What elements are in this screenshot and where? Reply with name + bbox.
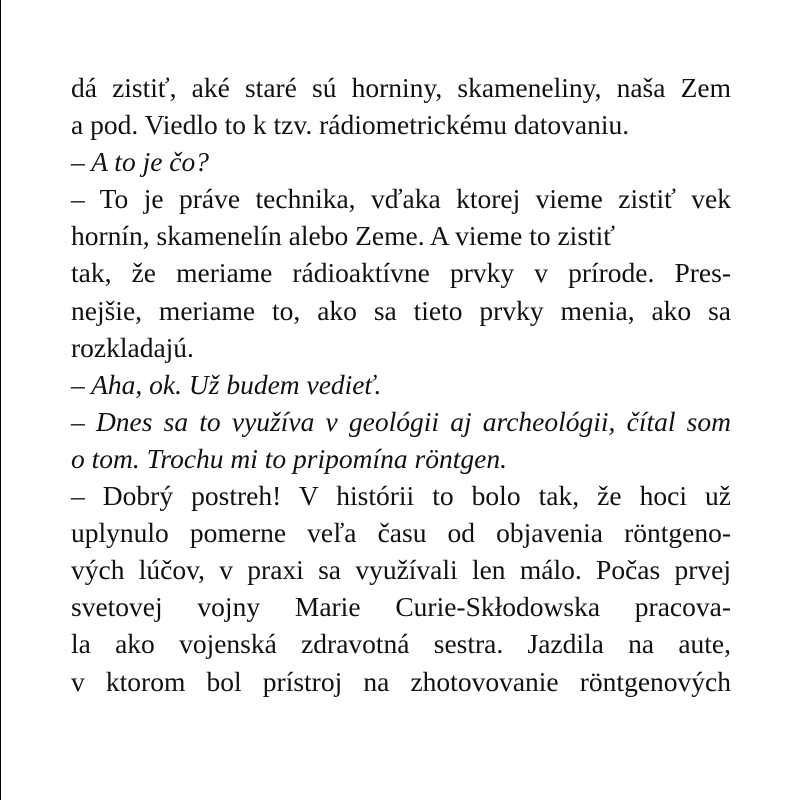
text-line: v ktorom bol prístroj na zhotovovanie röntgenových bbox=[71, 665, 731, 697]
text-line: la ako vojenská zdravotná sestra. Jazdila na aute, bbox=[71, 628, 731, 660]
dialogue-line-italic: o tom. Trochu mi to pripomína röntgen. bbox=[71, 442, 507, 474]
text-line: – Dobrý postreh! V histórii to bolo tak, že hoci už bbox=[71, 480, 731, 512]
text-line: – To je práve technika, vďaka ktorej vieme zistiť vek bbox=[71, 183, 731, 215]
dialogue-line-italic: – Dnes sa to využíva v geológii aj archeológii, čítal som bbox=[71, 405, 731, 437]
text-line: uplynulo pomerne veľa času od objavenia röntgeno- bbox=[71, 517, 731, 549]
text-line: tak, že meriame rádioaktívne prvky v prírode. Pres- bbox=[71, 257, 731, 289]
text-line: rozkladajú. bbox=[71, 331, 194, 363]
text-line: dá zistiť, aké staré sú horniny, skameneliny, naša Zem bbox=[71, 72, 731, 103]
dialogue-line-italic: – A to je čo? bbox=[71, 146, 209, 178]
text-line: nejšie, meriame to, ako sa tieto prvky menia, ako sa bbox=[71, 294, 731, 326]
text-line: hornín, skamenelín alebo Zeme. A vieme to zistiť bbox=[71, 220, 616, 252]
text-line: svetovej vojny Marie Curie-Skłodowska pracova- bbox=[71, 591, 731, 623]
body-text bbox=[71, 69, 731, 700]
text-line: vých lúčov, v praxi sa využívali len málo. Počas prvej bbox=[71, 554, 731, 586]
dialogue-line-italic: – Aha, ok. Už budem vedieť. bbox=[71, 368, 382, 400]
page-edge-line bbox=[0, 0, 1, 800]
text-line: a pod. Viedlo to k tzv. rádiometrickému datovaniu. bbox=[71, 109, 630, 141]
